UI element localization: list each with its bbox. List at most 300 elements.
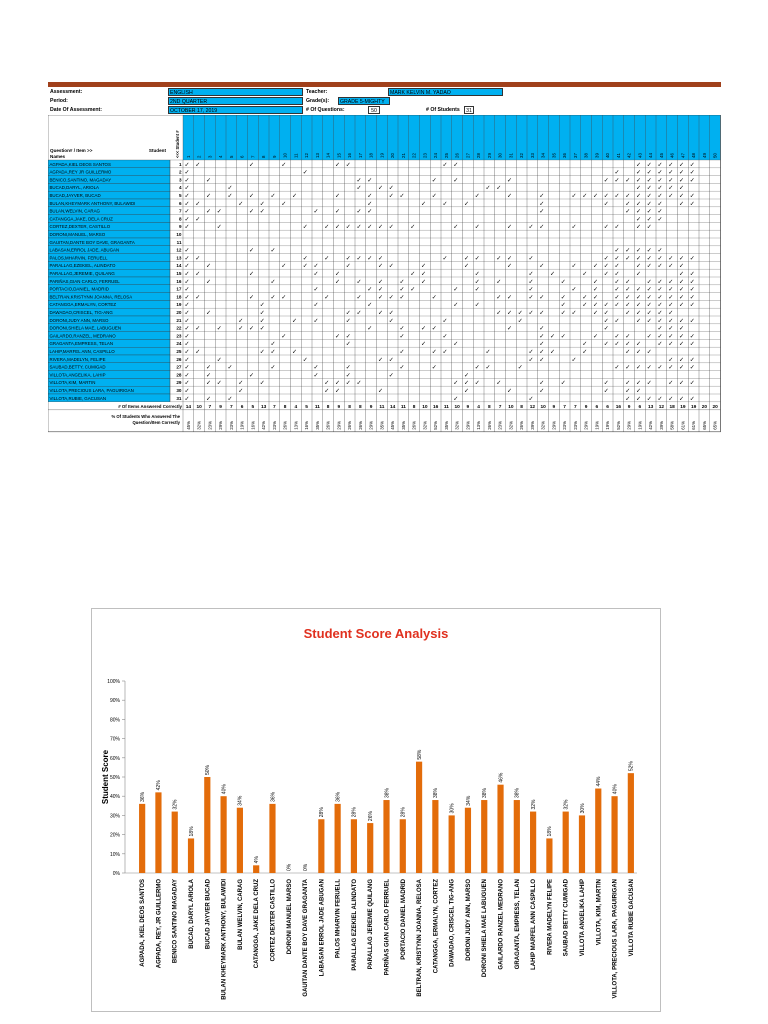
correct-check: ✓	[614, 263, 620, 270]
correct-check: ✓	[636, 341, 642, 348]
correct-check: ✓	[238, 326, 244, 333]
correct-check: ✓	[206, 209, 212, 216]
question-number-11: 11	[293, 153, 299, 158]
percent-correct: 32%	[540, 421, 546, 430]
score-bar	[514, 800, 520, 873]
student-name: BELTRAN,KRISTYNN JOANNA, RELOSA	[49, 294, 133, 300]
percent-correct: 29%	[336, 421, 342, 430]
correct-check: ✓	[646, 177, 652, 184]
correct-check: ✓	[421, 279, 427, 286]
score-bar	[416, 762, 422, 873]
score-bar	[172, 812, 178, 873]
header-corner	[48, 115, 183, 160]
x-category-label: BULAN KHEYMARK ANTHONY, BULAWIDI	[221, 879, 228, 1000]
bar-value-label: 38%	[384, 788, 391, 799]
correct-check: ✓	[646, 263, 652, 270]
correct-check: ✓	[184, 162, 190, 169]
correct-check: ✓	[668, 365, 674, 372]
student-name: LABASAN,ERROL JADE, ABUGAN	[49, 247, 120, 253]
correct-check: ✓	[657, 177, 663, 184]
correct-check: ✓	[646, 349, 652, 356]
correct-check: ✓	[195, 271, 201, 278]
correct-check: ✓	[378, 388, 384, 395]
correct-count: 9	[219, 405, 222, 410]
student-name: GAUITAN,DANTE BOY DAVE, GRAGANTA	[49, 239, 135, 245]
grade-value[interactable]: GRADE 5-MIGHTY	[338, 97, 390, 105]
correct-count: 13	[647, 405, 654, 410]
correct-check: ✓	[324, 380, 330, 387]
student-name: VILLOTA,KIM, MARTIN	[49, 380, 96, 386]
correct-check: ✓	[625, 255, 631, 262]
correct-check: ✓	[474, 224, 480, 231]
correct-check: ✓	[399, 365, 405, 372]
correct-check: ✓	[646, 365, 652, 372]
correct-check: ✓	[625, 294, 631, 301]
correct-check: ✓	[657, 193, 663, 200]
correct-check: ✓	[646, 302, 652, 309]
correct-check: ✓	[367, 302, 373, 309]
correct-check: ✓	[388, 193, 394, 200]
correct-check: ✓	[259, 318, 265, 325]
student-number: 16	[176, 278, 182, 284]
student-name: PALOS,MHARVIN, FERUELL	[49, 255, 108, 261]
correct-check: ✓	[388, 294, 394, 301]
correct-check: ✓	[657, 263, 663, 270]
question-number-47: 47	[680, 153, 686, 158]
question-number-26: 26	[454, 153, 460, 158]
correct-check: ✓	[227, 193, 233, 200]
period-value[interactable]: 2ND QUARTER	[168, 97, 303, 105]
x-category-label: DORONI JUDY ANN, MARSO	[465, 879, 472, 961]
correct-check: ✓	[313, 263, 319, 270]
correct-check: ✓	[313, 209, 319, 216]
student-number: 18	[176, 294, 182, 300]
correct-count: 7	[563, 405, 566, 410]
x-category-label: GRAGANTA, EMPRESS, TELAN	[514, 879, 521, 970]
correct-check: ✓	[249, 294, 255, 301]
percent-correct: 39%	[529, 421, 535, 430]
correct-check: ✓	[453, 162, 459, 169]
question-number-36: 36	[562, 153, 568, 158]
correct-check: ✓	[636, 177, 642, 184]
correct-check: ✓	[345, 255, 351, 262]
correct-check: ✓	[496, 255, 502, 262]
score-bar	[221, 796, 227, 873]
correct-check: ✓	[367, 193, 373, 200]
correct-check: ✓	[679, 263, 685, 270]
correct-check: ✓	[378, 185, 384, 192]
x-category-label: PORTACIO DANIEL MADRID	[400, 879, 407, 960]
correct-check: ✓	[249, 271, 255, 278]
correct-check: ✓	[539, 380, 545, 387]
correct-check: ✓	[496, 185, 502, 192]
y-tick-label: 70%	[109, 736, 120, 743]
score-bar	[497, 785, 503, 873]
score-bar	[432, 800, 438, 873]
correct-check: ✓	[270, 279, 276, 286]
correct-check: ✓	[614, 302, 620, 309]
bar-value-label: 18%	[547, 826, 554, 837]
student-name: SAUBAD,BETTY, CUMIGAD	[49, 364, 106, 370]
correct-check: ✓	[625, 396, 631, 403]
percent-correct: 19%	[239, 421, 245, 430]
student-number: 31	[176, 395, 182, 401]
bar-value-label: 32%	[172, 799, 179, 810]
correct-check: ✓	[507, 224, 513, 231]
percent-correct: 13%	[293, 421, 299, 430]
correct-check: ✓	[614, 341, 620, 348]
correct-check: ✓	[679, 193, 685, 200]
assessment-header	[48, 87, 721, 115]
correct-check: ✓	[689, 271, 695, 278]
correct-check: ✓	[689, 333, 695, 340]
question-number-37: 37	[572, 153, 578, 158]
correct-count: 10	[508, 405, 514, 410]
student-number: 5	[178, 193, 182, 198]
correct-count: 9	[584, 405, 588, 410]
correct-check: ✓	[560, 279, 566, 286]
correct-check: ✓	[603, 310, 609, 317]
correct-check: ✓	[657, 287, 663, 294]
correct-check: ✓	[539, 224, 545, 231]
correct-check: ✓	[464, 380, 470, 387]
correct-check: ✓	[324, 255, 330, 262]
correct-check: ✓	[646, 279, 652, 286]
correct-check: ✓	[614, 193, 620, 200]
date-value[interactable]: OCTOBER 17, 2019	[168, 106, 303, 114]
correct-check: ✓	[560, 310, 566, 317]
bar-value-label: 58%	[416, 749, 423, 760]
correct-count: 8	[283, 405, 287, 410]
question-number-44: 44	[648, 153, 654, 158]
correct-check: ✓	[560, 302, 566, 309]
correct-check: ✓	[507, 193, 513, 200]
correct-check: ✓	[571, 287, 577, 294]
correct-check: ✓	[539, 310, 545, 317]
correct-check: ✓	[646, 380, 652, 387]
score-bar	[139, 804, 145, 873]
correct-check: ✓	[206, 380, 212, 387]
correct-check: ✓	[539, 294, 545, 301]
correct-check: ✓	[184, 248, 190, 255]
students-value[interactable]: 31	[464, 106, 474, 114]
correct-check: ✓	[431, 365, 437, 372]
correct-check: ✓	[539, 388, 545, 395]
student-number: 26	[176, 356, 182, 362]
correct-check: ✓	[636, 365, 642, 372]
correct-check: ✓	[270, 193, 276, 200]
percent-correct: 35%	[400, 421, 406, 430]
correct-check: ✓	[593, 310, 599, 317]
correct-check: ✓	[442, 162, 448, 169]
percent-correct: 32%	[454, 421, 460, 430]
correct-check: ✓	[560, 380, 566, 387]
x-category-label: AGPADA, KIEL DEOS SANTOS	[140, 879, 147, 967]
question-number-14: 14	[325, 153, 331, 158]
correct-check: ✓	[603, 380, 609, 387]
score-bar	[449, 815, 455, 873]
correct-check: ✓	[474, 255, 480, 262]
correct-check: ✓	[184, 201, 190, 208]
correct-count: 7	[230, 405, 233, 410]
correct-check: ✓	[399, 333, 405, 340]
correct-check: ✓	[184, 271, 190, 278]
correct-check: ✓	[356, 209, 362, 216]
correct-check: ✓	[625, 193, 631, 200]
bar-value-label: 44%	[596, 776, 603, 787]
correct-count: 6	[240, 405, 244, 410]
correct-check: ✓	[679, 396, 685, 403]
correct-check: ✓	[281, 162, 287, 169]
correct-check: ✓	[367, 326, 373, 333]
correct-check: ✓	[625, 341, 631, 348]
correct-check: ✓	[464, 372, 470, 379]
correct-check: ✓	[388, 185, 394, 192]
question-number-4: 4	[218, 155, 224, 158]
correct-check: ✓	[668, 380, 674, 387]
student-number: 13	[176, 255, 182, 261]
student-name: CATANGGA,JAKE, DELA CRUZ	[49, 216, 113, 222]
percent-correct: 52%	[433, 421, 439, 430]
correct-check: ✓	[517, 365, 523, 372]
correct-check: ✓	[249, 326, 255, 333]
y-tick-label: 90%	[109, 698, 120, 705]
percent-correct: 42%	[648, 421, 654, 430]
correct-check: ✓	[474, 302, 480, 309]
correct-check: ✓	[356, 177, 362, 184]
correct-count: 9	[552, 405, 556, 410]
student-name: PORTACIO,DANIEL, MADRID	[49, 286, 109, 292]
correct-check: ✓	[679, 271, 685, 278]
correct-check: ✓	[184, 326, 190, 333]
correct-check: ✓	[689, 162, 695, 169]
correct-check: ✓	[646, 248, 652, 255]
correct-check: ✓	[668, 333, 674, 340]
student-number: 28	[176, 372, 182, 378]
correct-check: ✓	[195, 162, 201, 169]
x-category-label: PARALLAG EZEKIEL ALINDATO	[351, 879, 358, 971]
correct-check: ✓	[571, 263, 577, 270]
correct-check: ✓	[571, 310, 577, 317]
correct-check: ✓	[679, 294, 685, 301]
correct-check: ✓	[636, 380, 642, 387]
correct-check: ✓	[657, 341, 663, 348]
correct-check: ✓	[345, 341, 351, 348]
correct-check: ✓	[636, 302, 642, 309]
correct-check: ✓	[507, 263, 513, 270]
percent-correct: 65%	[701, 421, 707, 430]
correct-check: ✓	[216, 209, 222, 216]
answer-grid	[48, 115, 721, 460]
correct-check: ✓	[206, 177, 212, 184]
student-name: PARALLAG,JEREMIE, QUILANG	[49, 271, 115, 276]
bar-value-label: 30%	[449, 803, 456, 814]
correct-check: ✓	[539, 209, 545, 216]
percent-correct: 29%	[465, 421, 471, 430]
correct-count: 13	[260, 405, 267, 410]
x-category-label: PARIÑAS GIAN CARLO FERRUEL	[384, 879, 391, 976]
questions-value[interactable]: 50	[368, 106, 380, 114]
score-bar	[253, 865, 259, 873]
correct-count: 14	[185, 405, 192, 410]
correct-count: 9	[627, 405, 631, 410]
correct-check: ✓	[636, 185, 642, 192]
correct-check: ✓	[539, 333, 545, 340]
percent-correct: 23%	[572, 421, 578, 430]
correct-check: ✓	[281, 294, 287, 301]
student-number: 7	[178, 208, 182, 214]
correct-check: ✓	[378, 255, 384, 262]
percent-correct: 35%	[379, 421, 385, 430]
correct-check: ✓	[474, 287, 480, 294]
correct-check: ✓	[657, 333, 663, 340]
student-name: VILLOTA,ANGELIKA, LAHIP	[49, 372, 106, 378]
score-bar	[318, 819, 324, 873]
correct-check: ✓	[399, 294, 405, 301]
correct-check: ✓	[227, 396, 233, 403]
question-number-24: 24	[433, 153, 439, 158]
correct-check: ✓	[679, 185, 685, 192]
question-number-21: 21	[400, 153, 406, 158]
correct-check: ✓	[689, 357, 695, 364]
percent-correct: 61%	[680, 421, 686, 430]
percent-correct: 16%	[304, 421, 310, 430]
correct-check: ✓	[603, 388, 609, 395]
correct-check: ✓	[668, 170, 674, 177]
correct-check: ✓	[270, 248, 276, 255]
percent-correct: 65%	[712, 421, 718, 430]
percent-correct: 26%	[411, 421, 417, 430]
correct-check: ✓	[668, 287, 674, 294]
correct-check: ✓	[496, 310, 502, 317]
correct-check: ✓	[528, 255, 534, 262]
correct-check: ✓	[528, 349, 534, 356]
chart-title: Student Score Analysis	[303, 626, 449, 641]
correct-check: ✓	[689, 287, 695, 294]
x-category-label: SAUBAD BETTY CUMIGAD	[563, 879, 570, 957]
correct-check: ✓	[206, 396, 212, 403]
correct-check: ✓	[528, 294, 534, 301]
bar-value-label: 50%	[205, 764, 212, 775]
correct-check: ✓	[259, 201, 265, 208]
correct-check: ✓	[646, 294, 652, 301]
correct-check: ✓	[474, 279, 480, 286]
correct-check: ✓	[184, 365, 190, 372]
correct-check: ✓	[184, 177, 190, 184]
correct-check: ✓	[378, 279, 384, 286]
student-number: 1	[178, 161, 182, 167]
correct-check: ✓	[550, 349, 556, 356]
correct-check: ✓	[345, 365, 351, 372]
percent-correct: 19%	[605, 421, 611, 430]
correct-count: 5	[251, 405, 255, 410]
correct-count: 12	[529, 405, 536, 410]
assessment-value[interactable]: ENGLISH	[168, 88, 303, 96]
correct-check: ✓	[442, 318, 448, 325]
correct-check: ✓	[184, 263, 190, 270]
percent-correct: 26%	[357, 421, 363, 430]
correct-check: ✓	[184, 279, 190, 286]
correct-check: ✓	[259, 302, 265, 309]
correct-check: ✓	[335, 271, 341, 278]
percent-label: % Of Students Who Answered The Question/Item Correctly	[111, 413, 180, 425]
correct-count: 8	[412, 405, 416, 410]
correct-count: 10	[454, 405, 460, 410]
correct-check: ✓	[184, 341, 190, 348]
correct-check: ✓	[689, 255, 695, 262]
percent-correct: 58%	[669, 421, 675, 430]
correct-check: ✓	[582, 302, 588, 309]
correct-check: ✓	[625, 310, 631, 317]
teacher-value[interactable]: MARK KELVIN M. YADAO	[388, 88, 503, 96]
correct-check: ✓	[625, 177, 631, 184]
question-number-48: 48	[691, 153, 697, 158]
student-name: DAWADAO,CRISCEL, TIG-ANG	[49, 310, 113, 315]
student-number: 10	[176, 232, 182, 237]
correct-check: ✓	[528, 279, 534, 286]
correct-check: ✓	[453, 341, 459, 348]
correct-check: ✓	[636, 209, 642, 216]
question-number-32: 32	[519, 153, 525, 158]
student-name: BULAN,KHEYMARK ANTHONY, BULAWIDI	[49, 200, 136, 206]
score-bar	[204, 777, 210, 873]
x-category-label: BUCAD, DARYL ARIOLA	[189, 879, 196, 949]
correct-check: ✓	[679, 177, 685, 184]
correct-check: ✓	[206, 372, 212, 379]
percent-correct: 32%	[422, 421, 428, 430]
correct-check: ✓	[195, 201, 201, 208]
correct-check: ✓	[625, 349, 631, 356]
correct-check: ✓	[582, 349, 588, 356]
score-chart-frame	[91, 608, 661, 1012]
score-bar	[563, 812, 569, 873]
student-name: VILLOTA,PRECIOUS LARA, PAGUIRIGAN	[49, 388, 134, 393]
correct-check: ✓	[689, 380, 695, 387]
period-label: Period:	[50, 98, 68, 104]
correct-count: 6	[638, 405, 642, 410]
correct-check: ✓	[593, 193, 599, 200]
correct-check: ✓	[184, 185, 190, 192]
correct-check: ✓	[313, 365, 319, 372]
x-category-label: CATANGGA, JAKE DELA CRUZ	[254, 879, 261, 969]
correct-check: ✓	[657, 216, 663, 223]
bar-value-label: 38%	[514, 788, 521, 799]
score-bar	[237, 808, 243, 873]
student-number: 25	[176, 349, 182, 354]
student-number: 14	[176, 263, 182, 269]
question-number-31: 31	[508, 153, 514, 158]
correct-count: 7	[208, 405, 212, 410]
correct-check: ✓	[464, 255, 470, 262]
correct-check: ✓	[367, 287, 373, 294]
correct-check: ✓	[646, 396, 652, 403]
question-number-46: 46	[669, 153, 675, 158]
y-tick-label: 100%	[107, 679, 120, 685]
correct-check: ✓	[507, 326, 513, 333]
correct-check: ✓	[539, 341, 545, 348]
correct-check: ✓	[689, 396, 695, 403]
x-category-label: DORONI MANUEL MARSO	[286, 879, 293, 955]
correct-check: ✓	[227, 185, 233, 192]
correct-check: ✓	[399, 326, 405, 333]
correct-check: ✓	[679, 357, 685, 364]
correct-check: ✓	[388, 357, 394, 364]
correct-check: ✓	[474, 365, 480, 372]
correct-check: ✓	[270, 365, 276, 372]
correct-check: ✓	[485, 185, 491, 192]
correct-check: ✓	[421, 341, 427, 348]
percent-correct: 29%	[368, 421, 374, 430]
